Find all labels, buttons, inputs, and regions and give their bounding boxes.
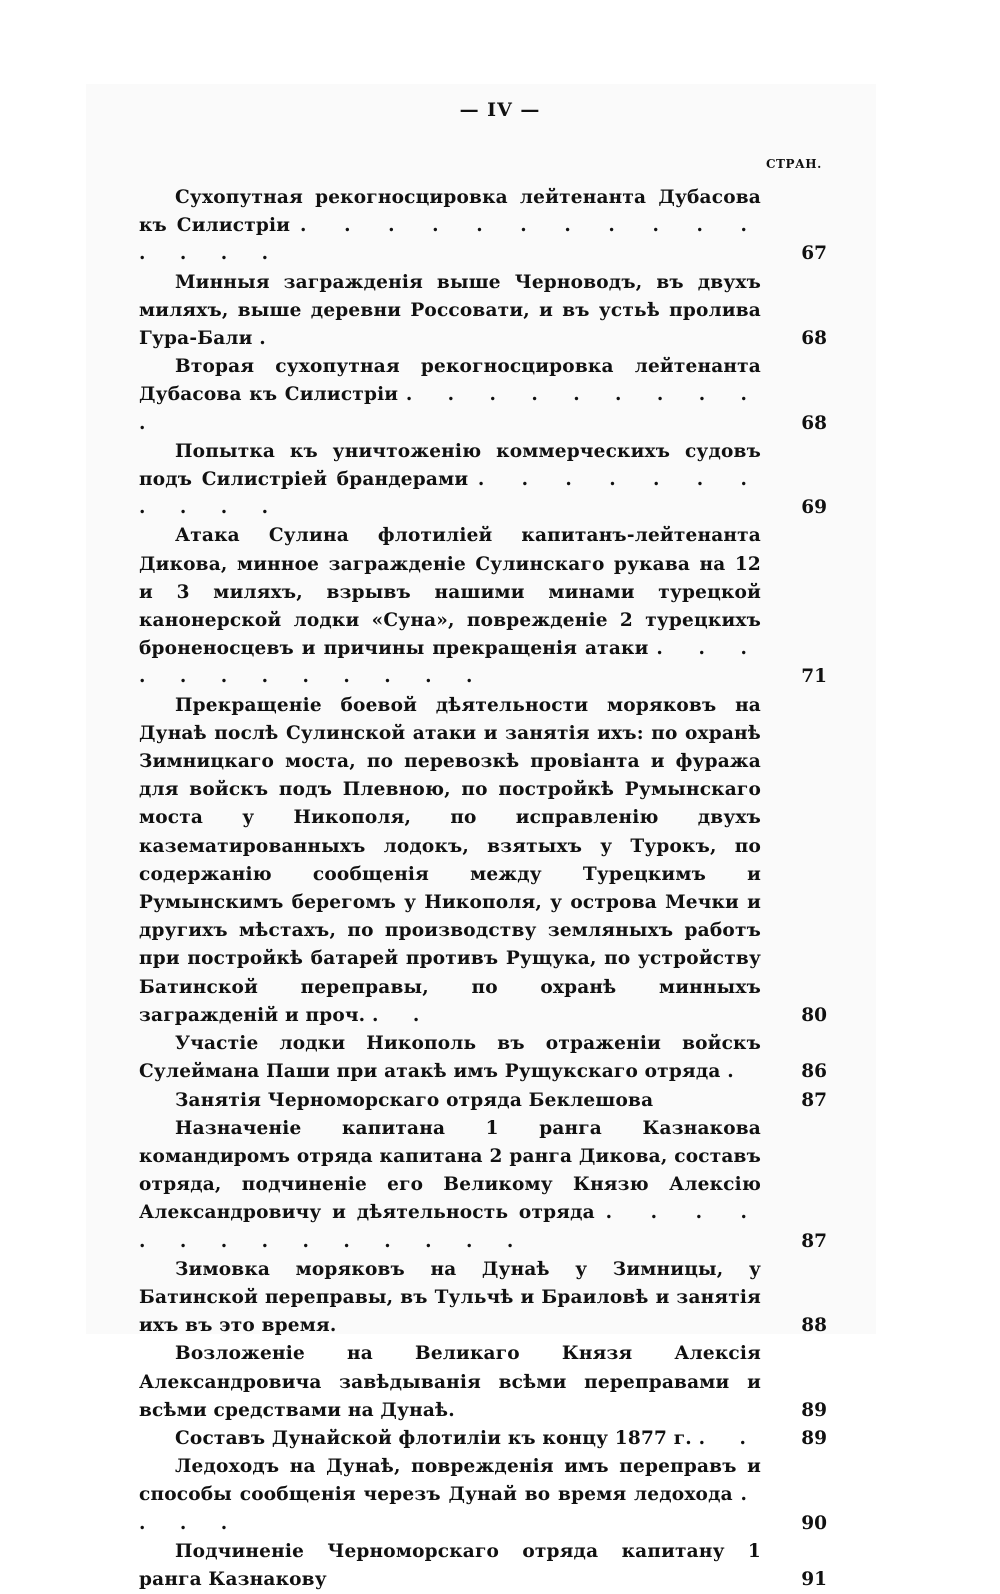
toc-entry [139, 1453, 829, 1538]
toc-leader-dots: . . . . . . . . . . . . [139, 638, 761, 688]
toc-leader-dots: . . [698, 1427, 760, 1449]
toc-page-number: 89 [801, 1427, 827, 1449]
toc-entry-text: Зимовка моряковъ на Дунаѣ у Зимницы, у Батинской переправы, въ Тульчѣ и Браиловѣ и занятія ихъ въ это время. [139, 1258, 761, 1337]
toc-leader-dots: . . [371, 1004, 434, 1026]
toc-page-number: 71 [801, 666, 827, 688]
toc-entry [139, 438, 829, 523]
toc-entry [139, 692, 829, 1030]
toc-entry-text: Участіе лодки Никополь въ отраженіи войскъ Сулеймана Паши при атакѣ имъ Рущукскаго отряда [139, 1033, 761, 1083]
toc-leader-dots: . . . . . . . . . . . [139, 469, 761, 519]
toc-entry [139, 269, 829, 354]
toc-page-number: 67 [801, 243, 827, 265]
page-column-label: СТРАН. [766, 157, 822, 171]
toc-entry-text: Подчиненіе Черноморскаго отряда капитану 1 ранга Казнакову [139, 1540, 761, 1590]
toc-entry [139, 1030, 829, 1086]
toc-leader-dots: . . . . . . . . . . . . . . [139, 1202, 761, 1252]
toc-page-number: 89 [801, 1399, 827, 1421]
toc-entry [139, 1340, 829, 1425]
toc-entry-text: Сухопутная рекогносцировка лейтенанта Дубасова къ Силистріи [139, 187, 761, 237]
toc-leader-dots: . [727, 1061, 748, 1083]
toc-entry [139, 184, 829, 269]
toc-page-number: 69 [801, 497, 827, 519]
toc-page-number: 90 [801, 1512, 827, 1534]
table-of-contents [139, 184, 829, 1594]
toc-entry-text: Занятія Черноморскаго отряда Беклешова [175, 1089, 654, 1111]
toc-page-number: 91 [801, 1568, 827, 1590]
toc-entry [139, 1538, 829, 1594]
toc-entry [139, 1087, 829, 1115]
toc-entry [139, 1115, 829, 1256]
toc-entry-text: Попытка къ уничтоженію коммерческихъ судовъ подъ Силистріей брандерами [139, 440, 761, 491]
toc-page-number: 68 [801, 412, 827, 434]
toc-page-number: 80 [801, 1004, 827, 1026]
page-header-number: — IV — [459, 99, 541, 121]
toc-page-number: 88 [801, 1315, 827, 1337]
toc-page-number: 86 [801, 1061, 827, 1083]
toc-entry-text: Назначеніе капитана 1 ранга Казнакова командиромъ отряда капитана 2 ранга Дикова, составъ отряда, подчиненіе его Великому Князю Алексію Александровичу и дѣятельность отряда [139, 1117, 761, 1224]
toc-entry [139, 1425, 829, 1453]
toc-leader-dots: . [259, 328, 280, 350]
toc-leader-dots: . . . . . . . . . . . . . . . [139, 215, 761, 265]
toc-entry-text: Вторая сухопутная рекогносцировка лейтенанта Дубасова къ Силистріи [139, 356, 761, 406]
toc-page-number: 68 [801, 328, 827, 350]
toc-entry-text: Ледоходъ на Дунаѣ, поврежденія имъ переправъ и способы сообщенія черезъ Дунай во время ледохода [139, 1456, 761, 1506]
toc-leader-dots: . . . . . . . . . . [139, 384, 761, 434]
toc-entry-text: Минныя загражденія выше Черноводъ, въ двухъ миляхъ, выше деревни Россовати, и въ устьѣ пролива Гура-Бали [139, 271, 761, 350]
toc-entry-text: Прекращеніе боевой дѣятельности моряковъ на Дунаѣ послѣ Сулинской атаки и занятія ихъ: по охранѣ Зимницкаго моста, по перевозкѣ провіанта и фуража для войскъ подъ Плевною, по постройкѣ Румынскаго моста у Никополя, по исправленію двухъ казематированныхъ лодокъ, взятыхъ у Турокъ, по содержанію сообщенія между Турецкимъ и Румынскимъ берегомъ у Никополя, у острова Мечки и другихъ мѣстахъ, по производству земляныхъ работъ при постройкѣ батарей противъ Рущука, по устройству Батинской переправы, по охранѣ минныхъ загражденій и проч. [139, 694, 761, 1026]
toc-entry-text: Составъ Дунайской флотиліи къ концу 1877 г. [175, 1427, 692, 1449]
toc-entry-text: Атака Сулина флотиліей капитанъ-лейтенанта Дикова, минное загражденіе Сулинскаго рукава на 12 и 3 миляхъ, взрывъ нашими минами турецкой канонерской лодки «Суна», поврежденіе 2 турецкихъ броненосцевъ и причины прекращенія атаки [139, 525, 761, 660]
toc-entry [139, 522, 829, 691]
toc-page-number: 87 [801, 1230, 827, 1252]
toc-entry-text: Возложеніе на Великаго Князя Алексія Александровича завѣдыванія всѣми переправами и всѣми средствами на Дунаѣ. [139, 1343, 761, 1421]
toc-leader-dots: . . . . [139, 1484, 761, 1534]
toc-page-number: 87 [801, 1089, 827, 1111]
toc-entry [139, 353, 829, 438]
toc-entry [139, 1256, 829, 1341]
